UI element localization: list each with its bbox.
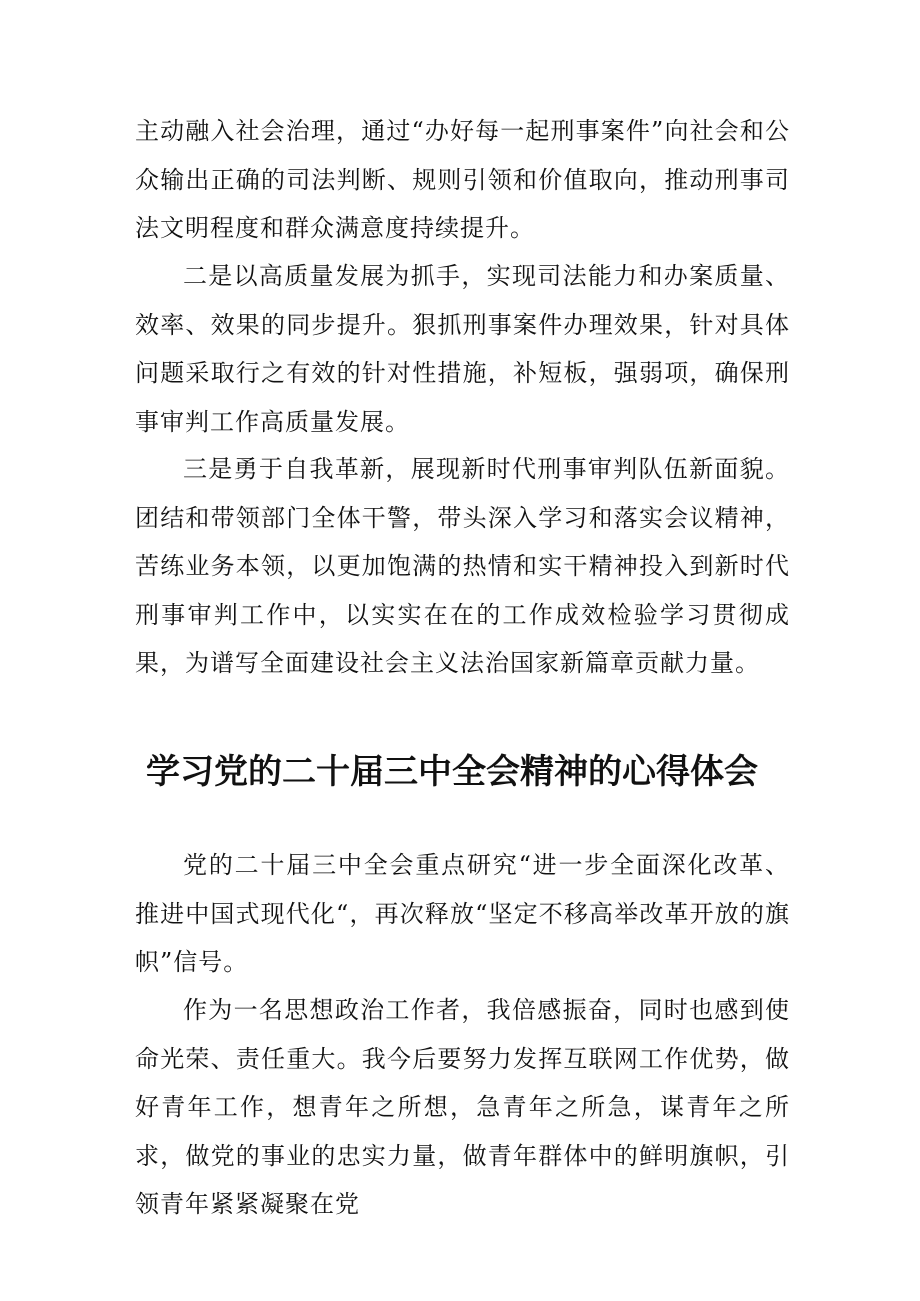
- section-title: 学习党的二十届三中全会精神的心得体会: [146, 752, 758, 792]
- paragraph-reflection: 作为一名思想政治工作者，我倍感振奋，同时也感到使命光荣、责任重大。我今后要努力发挥互联网工作优势，做好青年工作，想青年之所想，急青年之所急，谋青年之所求，做党的事业的忠实力量，做青年群体中的鲜明旗帜，引领青年紧紧凝聚在党: [135, 996, 790, 1218]
- paragraph-continuation: 主动融入社会治理，通过“办好每一起刑事案件”向社会和公众输出正确的司法判断、规则引领和价值取向，推动刑事司法文明程度和群众满意度持续提升。: [135, 117, 790, 242]
- paragraph-point-two: 二是以高质量发展为抓手，实现司法能力和办案质量、效率、效果的同步提升。狠抓刑事案件办理效果，针对具体问题采取行之有效的针对性措施，补短板，强弱项，确保刑事审判工作高质量发展。: [135, 262, 790, 436]
- paragraph-point-three: 三是勇于自我革新，展现新时代刑事审判队伍新面貌。团结和带领部门全体干警，带头深入学习和落实会议精神，苦练业务本领，以更加饱满的热情和实干精神投入到新时代刑事审判工作中，以实实在在的工作成效检验学习贯彻成果，为谱写全面建设社会主义法治国家新篇章贡献力量。: [135, 455, 790, 677]
- paragraph-intro: 党的二十届三中全会重点研究“进一步全面深化改革、推进中国式现代化“，再次释放“坚定不移高举改革开放的旗帜”信号。: [135, 851, 790, 976]
